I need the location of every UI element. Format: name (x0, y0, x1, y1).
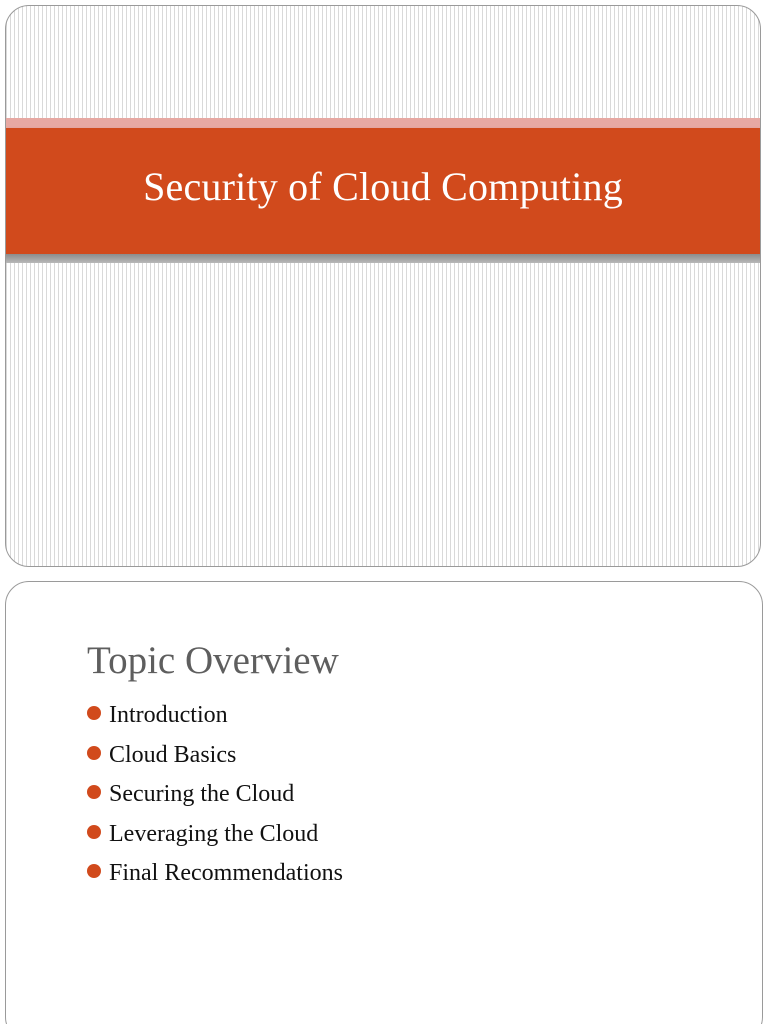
bullet-icon (87, 706, 101, 720)
slide-heading: Topic Overview (87, 639, 339, 682)
title-band (6, 128, 760, 254)
bullet-icon (87, 825, 101, 839)
bullet-label: Introduction (109, 702, 228, 728)
title-band-shadow-strip (6, 254, 760, 263)
bullet-list (87, 702, 343, 900)
title-slide (5, 5, 761, 567)
bullet-label: Securing the Cloud (109, 781, 295, 808)
title-band-top-strip (6, 118, 760, 128)
list-item (87, 742, 343, 782)
bullet-icon (87, 785, 101, 799)
bullet-label: Leveraging the Cloud (109, 820, 319, 847)
list-item (87, 821, 343, 861)
bullet-icon (87, 864, 101, 878)
list-item (87, 781, 343, 821)
bullet-label: Final Recommendations (109, 860, 343, 887)
bullet-label: Cloud Basics (109, 741, 237, 768)
list-item (87, 860, 343, 900)
bullet-icon (87, 746, 101, 760)
topic-overview-slide (5, 581, 763, 1024)
list-item (87, 702, 343, 742)
presentation-title: Security of Cloud Computing (143, 163, 623, 209)
